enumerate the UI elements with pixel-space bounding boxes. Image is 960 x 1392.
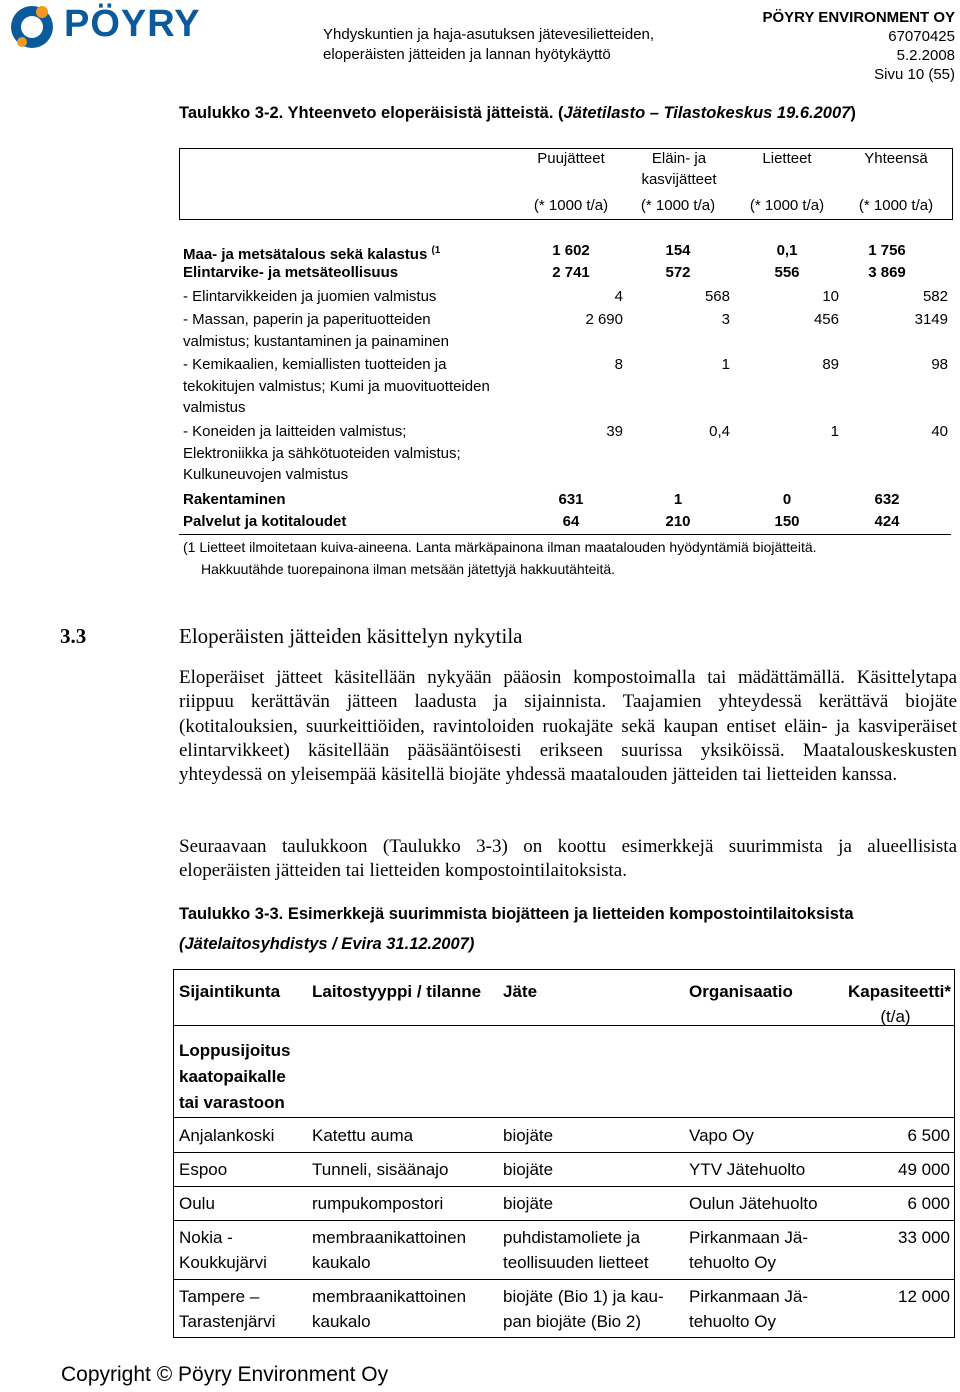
table3-row-rule [173,1152,955,1153]
cell-value: 556 [774,264,800,281]
col-header-kapasiteetti: Kapasiteetti* [848,982,951,1001]
col-unit: (* 1000 t/a) [858,197,934,214]
cell-jate: biojäte (Bio 1) ja kau- pan biojäte (Bio 2) [503,1287,664,1331]
table1-caption: Taulukko 3-2. Yhteenveto eloperäisistä jätteistä. (Jätetilasto – Tilastokeskus 19.6.2007) [179,104,856,122]
cell-kunta: Tampere – Tarastenjärvi [179,1287,276,1331]
cell-kunta: Oulu [179,1194,215,1213]
cell-value: 154 [665,242,691,259]
cell-value: 1 756 [868,242,906,259]
cell-kunta: Espoo [179,1160,228,1179]
cell-value: 1 602 [552,242,590,259]
group-heading: Loppusijoitus kaatopaikalle tai varastoon [179,1041,291,1112]
cell-value: 1 [673,491,683,508]
company-name: PÖYRY ENVIRONMENT OY [762,9,955,26]
section-number: 3.3 [60,624,87,648]
col-header-laitostyyppi: Laitostyyppi / tilanne [312,982,482,1001]
cell-value: 10 [822,288,839,305]
cell-value: 39 [606,423,623,440]
col-unit: (* 1000 t/a) [640,197,716,214]
cell-tyyppi: Tunneli, sisäänajo [312,1160,449,1179]
page-number: Sivu 10 (55) [874,66,955,83]
cell-org: Pirkanmaan Jä- tehuolto Oy [689,1287,809,1331]
logo-wordmark: PÖYRY [64,3,201,45]
cell-value: 2 690 [585,311,623,328]
cell-value: 0,1 [776,242,798,259]
row-label: - Kemikaalien, kemiallisten tuotteiden ja tekokitujen valmistus; Kumi ja muovituotteiden valmistus [183,356,490,416]
cell-value: 2 741 [552,264,590,281]
cell-kunta: Anjalankoski [179,1126,275,1145]
cell-kapasiteetti: 6 500 [907,1126,950,1145]
col-header-elain-kasvijatteet: Eläin- ja kasvijätteet [641,150,717,188]
cell-org: Vapo Oy [689,1126,754,1145]
cell-kapasiteetti: 49 000 [898,1160,950,1179]
cell-jate: biojäte [503,1194,554,1213]
cell-value: 150 [774,513,800,530]
section-paragraph-2: Seuraavaan taulukkoon (Taulukko 3-3) on koottu esimerkkejä suurimmista ja alueellisista eloperäisten jätteiden tai lietteiden kompostointilaitoksista. [179,836,957,882]
cell-value: 424 [874,513,900,530]
cell-value: 8 [614,356,623,373]
row-label: - Elintarvikkeiden ja juomien valmistus [183,288,437,305]
row-label: - Massan, paperin ja paperituotteiden valmistus; kustantaminen ja painaminen [183,311,449,350]
cell-value: 40 [931,423,948,440]
table3-row-rule [173,1186,955,1187]
document-date: 5.2.2008 [896,47,955,64]
cell-value: 632 [874,491,900,508]
logo-mark-icon [4,4,60,50]
cell-value: 582 [922,288,948,305]
table1-footnote: (1 Lietteet ilmoitetaan kuiva-aineena. Lanta märkäpainona ilman maatalouden hyödyntämiä biojätteitä. Hakkuutähde tuorepainona ilman metsään jätettyjä hakkuutähteitä. [183,539,817,577]
cell-value: 0 [782,491,792,508]
cell-value: 98 [931,356,948,373]
col-unit: (* 1000 t/a) [533,197,609,214]
cell-org: YTV Jätehuolto [689,1160,806,1179]
poyry-logo [4,4,248,50]
cell-jate: biojäte [503,1160,554,1179]
row-label: Elintarvike- ja metsäteollisuus [183,264,399,281]
cell-jate: biojäte [503,1126,554,1145]
cell-value: 3 869 [868,264,906,281]
cell-value: 4 [614,288,623,305]
cell-value: 64 [562,513,580,530]
col-unit: (* 1000 t/a) [749,197,825,214]
table3-row-rule [173,1220,955,1221]
table3-caption-source: (Jätelaitosyhdistys / Evira 31.12.2007) [179,935,475,953]
document-title-line2: eloperäisten jätteiden ja lannan hyötykäyttö [323,46,611,63]
section-heading [60,624,523,649]
table3-row-rule [173,1025,955,1026]
col-header-kapasiteetti-unit: (t/a) [880,1007,911,1026]
cell-tyyppi: Katettu auma [312,1126,414,1145]
col-header-lietteet: Lietteet [762,150,812,167]
col-header-jate: Jäte [503,982,538,1001]
section-title: Eloperäisten jätteiden käsittelyn nykytila [179,624,523,648]
col-header-sijaintikunta: Sijaintikunta [179,982,281,1001]
section-paragraph-1: Eloperäiset jätteet käsitellään nykyään pääosin kompostoimalla tai mädättämällä. Käsittelytapa riippuu kerättävän jätteen laadusta ja sijainnista. Taajamien yhteydessä kerättävä biojäte (kotitalouksien, suurkeittiöiden, ravintoloiden ruokajäte sekä kaupan entiset eläin- ja kasviperäiset elintarvikkeet) käsitellään pääsääntöisesti erikseen suurissa yksiköissä. Maatalouskeskusten yhteydessä on yleisempää käsitellä biojäte yhdessä maatalouden jätteiden tai lietteiden kanssa. [179,667,957,786]
copyright-footer: Copyright © Pöyry Environment Oy [61,1363,389,1386]
cell-value: 1 [721,356,730,373]
row-label: Rakentaminen [183,491,286,508]
table3-border-bottom [173,1337,955,1338]
cell-value: 572 [665,264,691,281]
cell-org: Pirkanmaan Jä- tehuolto Oy [689,1228,809,1272]
row-label: Palvelut ja kotitaloudet [183,513,347,530]
document-title-line1: Yhdyskuntien ja haja-asutuksen jätevesilietteiden, [323,26,655,43]
col-header-yhteensa: Yhteensä [864,150,928,167]
cell-value: 0,4 [709,423,730,440]
cell-kapasiteetti: 33 000 [898,1228,950,1247]
cell-value: 89 [822,356,839,373]
cell-value: 210 [665,513,691,530]
table3-border-top [173,969,955,970]
project-number: 67070425 [888,28,955,45]
table3-caption: Taulukko 3-3. Esimerkkejä suurimmista biojätteen ja lietteiden kompostointilaitoksista [179,905,854,923]
cell-tyyppi: rumpukompostori [312,1194,444,1213]
cell-tyyppi: membraanikattoinen kaukalo [312,1228,467,1272]
table1-bottom-rule [179,534,951,535]
cell-org: Oulun Jätehuolto [689,1194,818,1213]
cell-value: 568 [704,288,730,305]
cell-kapasiteetti: 12 000 [898,1287,950,1306]
cell-kunta: Nokia - Koukkujärvi [179,1228,267,1272]
cell-value: 1 [830,423,839,440]
cell-kapasiteetti: 6 000 [907,1194,950,1213]
row-label: - Koneiden ja laitteiden valmistus; Elektroniikka ja sähkötuoteiden valmistus; Kulkuneuvojen valmistus [183,423,461,483]
table3-row-rule [173,1117,955,1118]
col-header-puujatteet: Puujätteet [537,150,605,167]
cell-tyyppi: membraanikattoinen kaukalo [312,1287,467,1331]
table3-row-rule [173,1279,955,1280]
cell-value: 631 [558,491,584,508]
col-header-organisaatio: Organisaatio [689,982,793,1001]
cell-value: 3 [721,311,730,328]
cell-jate: puhdistamoliete ja teollisuuden lietteet [503,1228,649,1272]
row-label: Maa- ja metsätalous sekä kalastus $^{(1}$ [183,245,441,263]
cell-value: 456 [813,311,839,328]
cell-value: 3149 [914,311,948,328]
